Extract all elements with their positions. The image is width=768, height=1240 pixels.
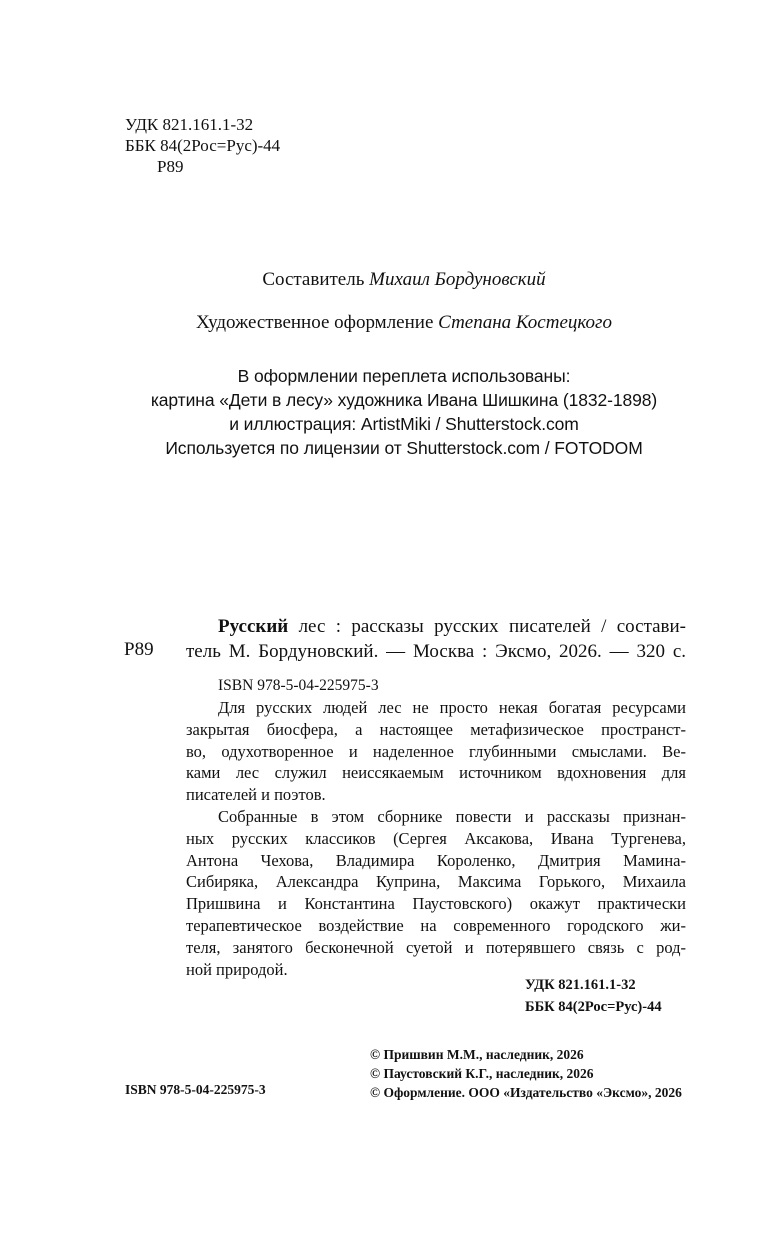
copyright-line: © Пришвин М.М., наследник, 2026 xyxy=(370,1047,584,1062)
bbk-code: ББК 84(2Рос=Рус)-44 xyxy=(125,136,281,155)
copyright-block xyxy=(370,1045,682,1102)
udk-code: УДК 821.161.1-32 xyxy=(125,115,254,134)
bib-isbn: ISBN 978-5-04-225975-3 xyxy=(218,677,379,694)
bibliographic-record xyxy=(186,614,686,664)
footer-udk: УДК 821.161.1-32 xyxy=(525,977,636,993)
compiler-label: Составитель xyxy=(262,269,365,290)
bib-line-1 xyxy=(186,614,686,639)
cover-note-line: В оформлении переплета использованы: xyxy=(237,366,571,386)
bib-line-2: тель М. Бордуновский. — Москва : Эксмо, 2026. — 320 с. xyxy=(186,641,686,662)
abstract-line: закрытая биосфера, а настоящее метафизическое пространст- xyxy=(186,719,686,739)
cover-note-line: Используется по лицензии от Shutterstock.com / FOTODOM xyxy=(165,438,643,458)
abstract-line: Для русских людей лес не просто некая богатая ресурсами xyxy=(218,698,686,717)
cover-illustration-note xyxy=(0,364,768,460)
bib-title-bold: Русский xyxy=(218,616,289,637)
abstract-line: теля, занятого бесконечной суетой и потерявшего связь с род- xyxy=(186,937,686,957)
bib-author-mark: Р89 xyxy=(124,639,154,660)
design-name: Степана Костецкого xyxy=(438,312,612,333)
compiler-credit xyxy=(0,269,768,291)
abstract xyxy=(186,697,686,980)
author-mark: Р89 xyxy=(157,157,184,176)
abstract-line: ных русских классиков (Сергея Аксакова, Ивана Тургенева, xyxy=(186,828,686,848)
cover-note-line: картина «Дети в лесу» художника Ивана Шишкина (1832-1898) xyxy=(150,390,658,410)
design-label: Художественное оформление xyxy=(196,312,434,333)
footer-isbn: ISBN 978-5-04-225975-3 xyxy=(125,1082,266,1097)
design-credit xyxy=(0,312,768,334)
compiler-name: Михаил Бордуновский xyxy=(369,269,546,290)
bib-title-rest: лес : рассказы русских писателей / состави- xyxy=(288,616,686,637)
footer-codes xyxy=(525,974,662,1018)
abstract-line: терапевтическое воздействие на современного городского жи- xyxy=(186,915,686,935)
abstract-line: Сибиряка, Александра Куприна, Максима Горького, Михаила xyxy=(186,872,686,892)
abstract-line: ками лес служил неиссякаемым источником вдохновения для xyxy=(186,763,686,783)
abstract-line: Пришвина и Константина Паустовского) окажут практически xyxy=(186,894,686,914)
footer-bbk: ББК 84(2Рос=Рус)-44 xyxy=(525,999,662,1015)
copyright-line: © Паустовский К.Г., наследник, 2026 xyxy=(370,1066,594,1081)
classification-codes xyxy=(125,114,280,177)
copyright-line: © Оформление. ООО «Издательство «Эксмо», 2026 xyxy=(370,1085,682,1100)
abstract-line: Собранные в этом сборнике повести и рассказы признан- xyxy=(218,806,686,826)
abstract-line: Антона Чехова, Владимира Короленко, Дмитрия Мамина- xyxy=(186,850,686,870)
abstract-line: писателей и поэтов. xyxy=(186,785,326,805)
abstract-line: ной природой. xyxy=(186,959,288,979)
abstract-line: во, одухотворенное и наделенное глубинными смыслами. Ве- xyxy=(186,741,686,761)
cover-note-line: и иллюстрация: ArtistMiki / Shutterstock.com xyxy=(229,414,579,434)
